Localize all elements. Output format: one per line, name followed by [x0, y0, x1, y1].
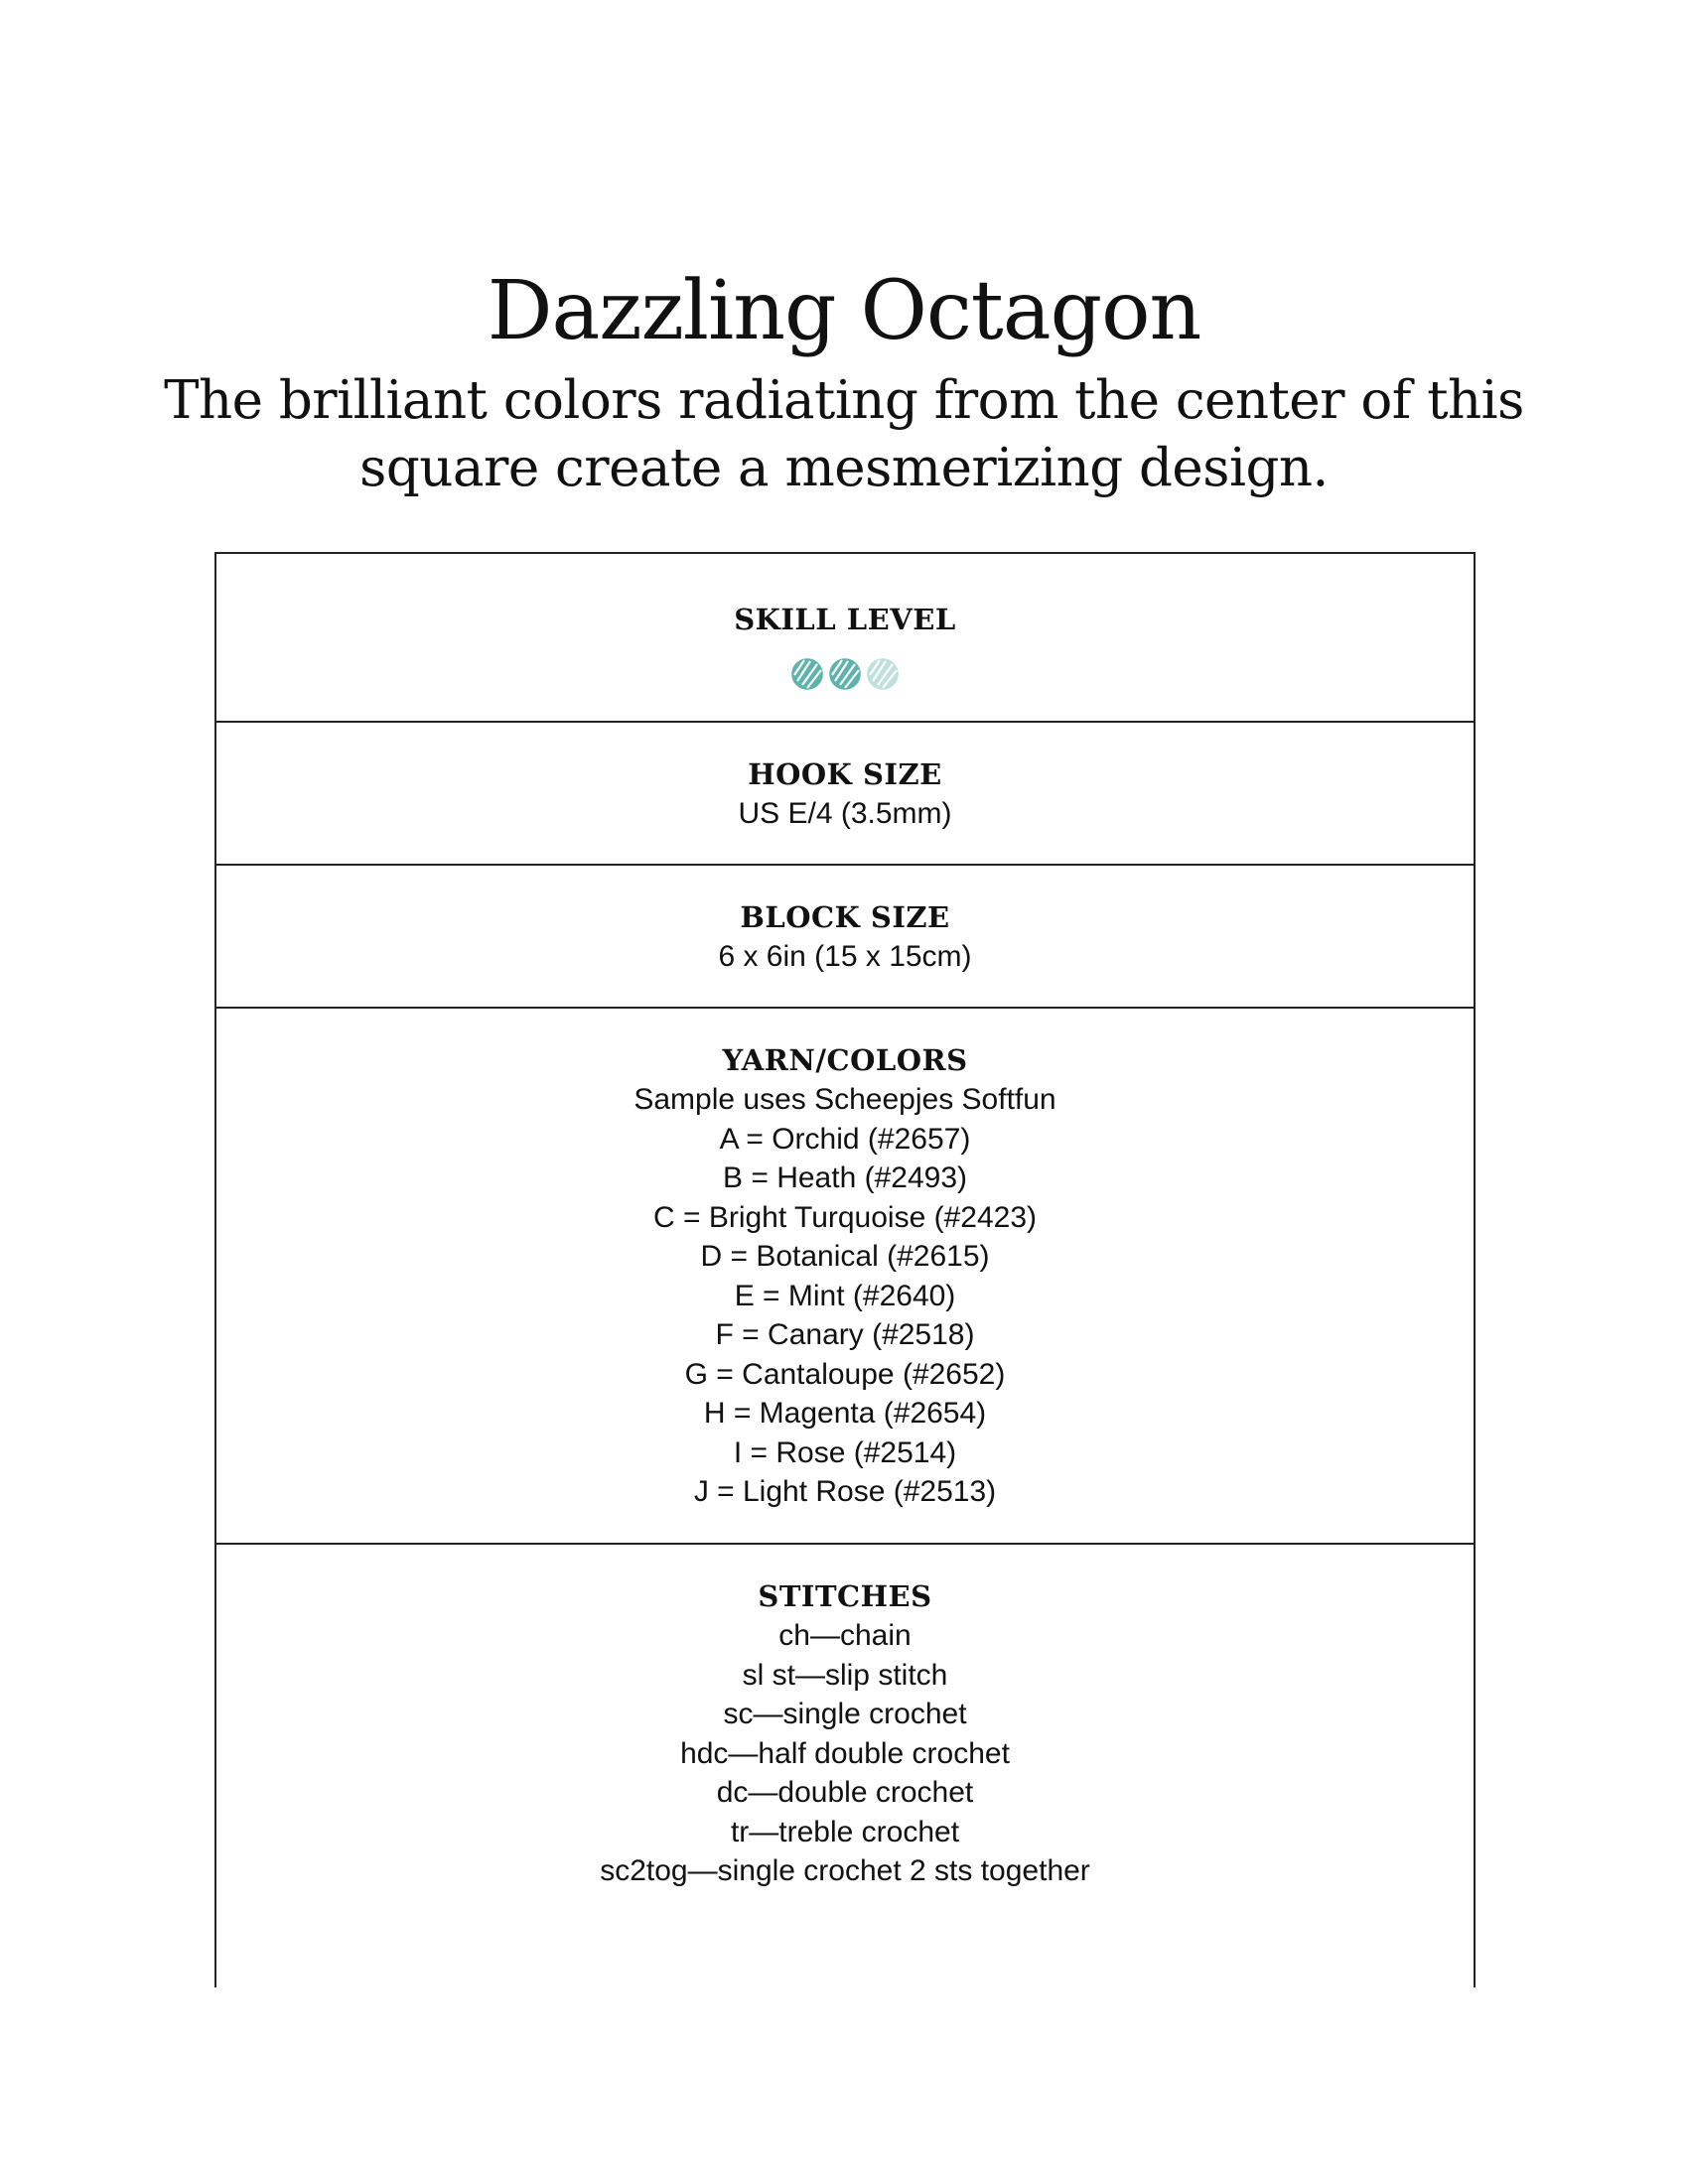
hook-size-section	[216, 723, 1474, 866]
stitch-item: sl st—slip stitch	[742, 1658, 948, 1692]
stitches-section	[216, 1545, 1474, 1987]
block-size-value: 6 x 6in (15 x 15cm)	[718, 940, 972, 973]
yarn-color-item: I = Rose (#2514)	[733, 1435, 957, 1469]
yarn-color-item: E = Mint (#2640)	[734, 1279, 956, 1312]
yarn-color-item: F = Canary (#2518)	[715, 1318, 975, 1351]
yarn-color-item: H = Magenta (#2654)	[703, 1397, 987, 1430]
stitch-item: sc2tog—single crochet 2 sts together	[600, 1854, 1090, 1887]
stitch-item: tr—treble crochet	[730, 1815, 960, 1848]
skill-level-rating	[216, 657, 1474, 691]
yarn-color-item: D = Botanical (#2615)	[700, 1240, 990, 1273]
hook-size-value: US E/4 (3.5mm)	[738, 797, 952, 830]
yarn-color-item: A = Orchid (#2657)	[719, 1122, 971, 1156]
skill-level-heading: SKILL LEVEL	[734, 603, 956, 636]
stitch-item: dc—double crochet	[716, 1776, 974, 1809]
stitches-heading: STITCHES	[758, 1579, 932, 1613]
yarn-ball-empty-icon	[866, 657, 900, 691]
page-title: Dazzling Octagon	[487, 264, 1201, 358]
block-size-section	[216, 866, 1474, 1009]
hook-size-heading: HOOK SIZE	[748, 757, 942, 791]
skill-level-section	[216, 554, 1474, 723]
yarn-color-item: B = Heath (#2493)	[723, 1161, 967, 1194]
yarn-colors-section	[216, 1009, 1474, 1545]
stitch-item: ch—chain	[778, 1619, 912, 1652]
pattern-info-table	[214, 552, 1476, 1987]
yarn-ball-filled-icon	[828, 657, 862, 691]
yarn-color-item: G = Cantaloupe (#2652)	[684, 1357, 1006, 1391]
page-subtitle: The brilliant colors radiating from the center of this square create a mesmerizing design.	[164, 370, 1524, 498]
yarn-colors-intro: Sample uses Scheepjes Softfun	[633, 1083, 1056, 1116]
block-size-heading: BLOCK SIZE	[740, 900, 950, 934]
yarn-color-item: C = Bright Turquoise (#2423)	[652, 1200, 1038, 1234]
stitch-item: hdc—half double crochet	[680, 1736, 1010, 1770]
yarn-ball-filled-icon	[790, 657, 824, 691]
stitch-item: sc—single crochet	[723, 1698, 967, 1730]
yarn-colors-heading: YARN/COLORS	[722, 1043, 968, 1077]
yarn-color-item: J = Light Rose (#2513)	[693, 1475, 997, 1508]
